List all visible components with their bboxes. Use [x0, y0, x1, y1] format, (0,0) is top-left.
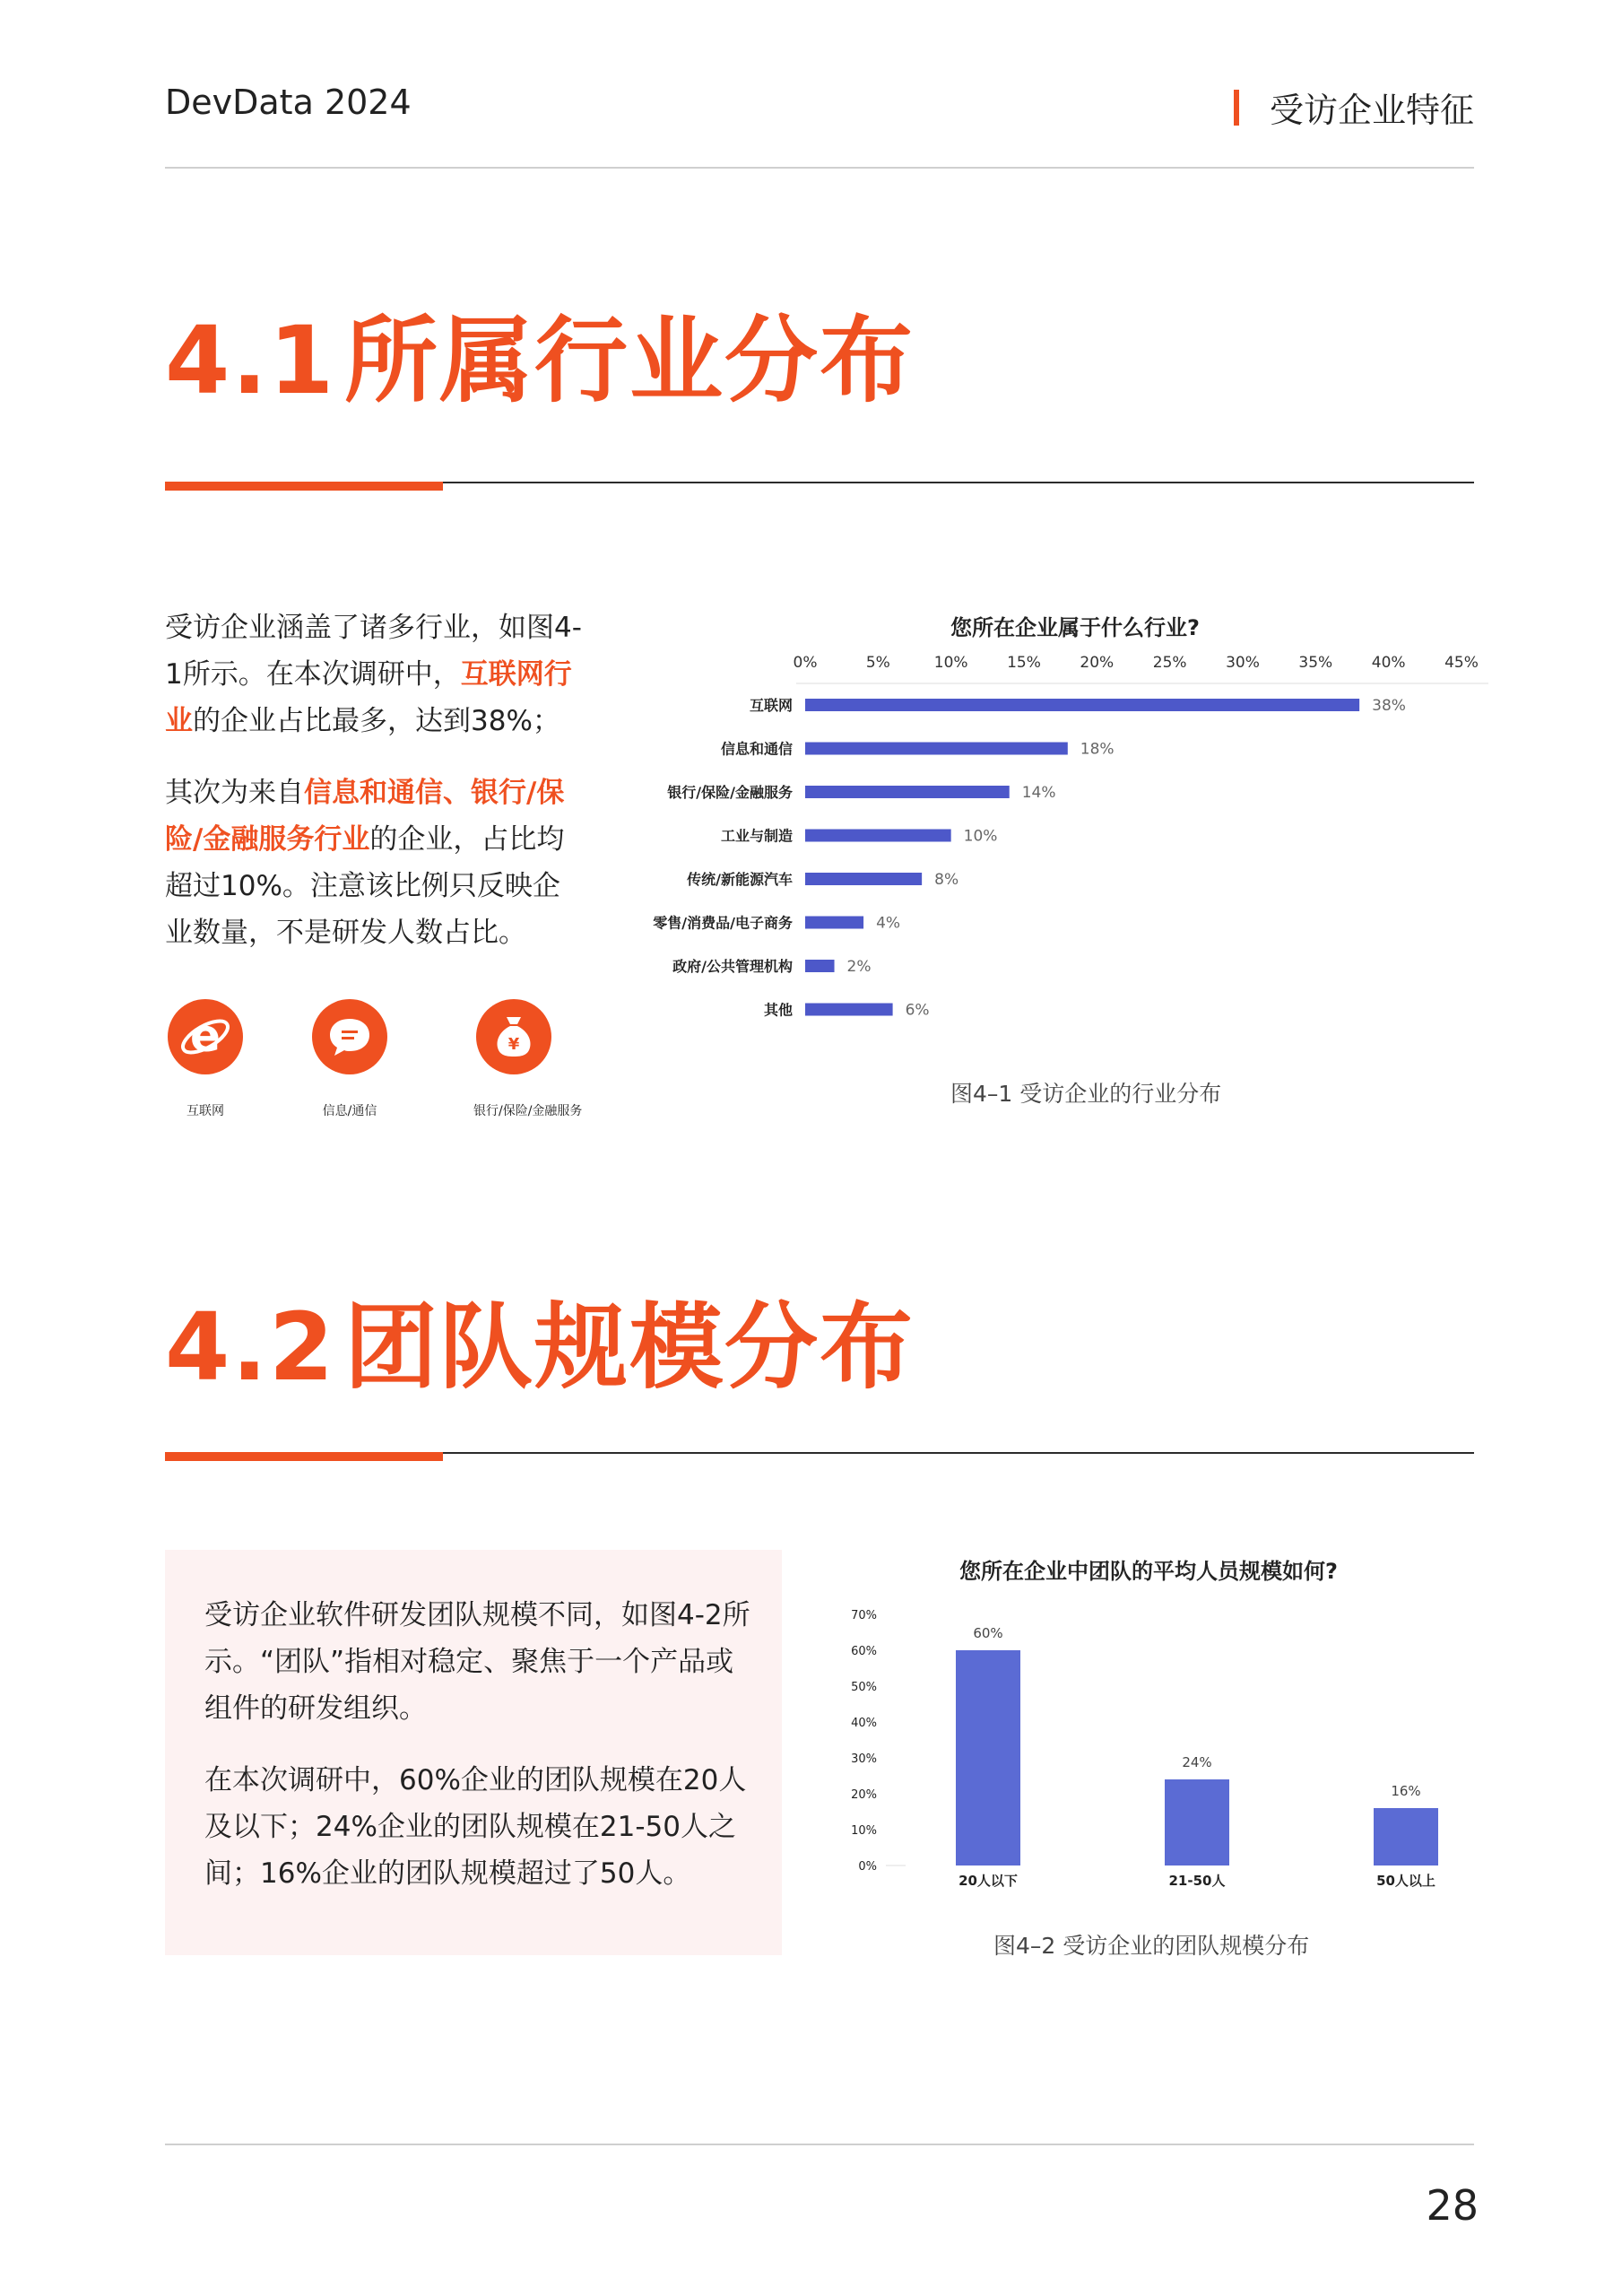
bar	[805, 873, 922, 885]
category-label: 零售/消费品/电子商务	[653, 914, 793, 932]
x-tick-label: 0%	[793, 654, 818, 672]
industry-icon-finance	[473, 999, 583, 1119]
data-label: 38%	[1372, 697, 1406, 715]
page-number: 28	[1426, 2181, 1479, 2230]
y-tick-label: 60%	[851, 1645, 877, 1658]
y-tick-label: 40%	[851, 1717, 877, 1730]
paragraph	[165, 604, 586, 744]
x-tick-label: 30%	[1226, 654, 1260, 672]
money-bag-icon	[476, 999, 551, 1074]
x-tick-label: 25%	[1152, 654, 1187, 672]
highlight-text: 信息和通信、银行/保险/金融服务行业	[165, 777, 565, 856]
x-tick-label: 40%	[1371, 654, 1406, 672]
bar	[805, 917, 863, 929]
x-tick-label: 10%	[933, 654, 968, 672]
x-tick-label: 20%	[1080, 654, 1115, 672]
data-label: 24%	[1182, 1754, 1212, 1770]
svg-text:e: e	[190, 1010, 221, 1062]
chapter-title	[1234, 83, 1474, 132]
team-size-bar-chart	[825, 1596, 1470, 1901]
category-label: 20人以下	[958, 1873, 1018, 1889]
data-label: 4%	[876, 914, 901, 933]
bar	[805, 960, 835, 972]
bar	[805, 699, 1359, 711]
x-tick-label: 5%	[865, 654, 890, 672]
section-4-2-text	[204, 1592, 751, 1922]
report-title: DevData 2024	[165, 83, 412, 122]
text: 其次为来自	[165, 777, 304, 809]
icon-label: 银行/保险/金融服务	[473, 1104, 583, 1118]
data-label: 16%	[1391, 1783, 1421, 1799]
highlight-text: 互联网行业	[165, 658, 572, 737]
text: 的企业，占比均超过10%。注意该比例只反映企业数量，不是研发人数占比。	[165, 823, 565, 949]
bar	[805, 786, 1010, 798]
section-title: 所属行业分布	[344, 306, 915, 415]
section-number: 4.2	[165, 1292, 336, 1402]
bar	[805, 830, 951, 842]
industry-icon-internet	[165, 999, 246, 1119]
category-label: 21-50人	[1168, 1873, 1226, 1889]
y-tick-label: 0%	[858, 1860, 877, 1874]
category-label: 其他	[763, 1001, 793, 1019]
chart-1-title: 您所在企业属于什么行业?	[950, 615, 1200, 640]
data-label: 18%	[1080, 740, 1115, 759]
chart-2-caption: 图4–2 受访企业的团队规模分布	[993, 1933, 1310, 1959]
data-label: 10%	[963, 827, 998, 846]
x-tick-label: 35%	[1298, 654, 1333, 672]
category-label: 50人以上	[1376, 1873, 1436, 1889]
paragraph	[165, 770, 586, 956]
svg-text:¥: ¥	[507, 1035, 520, 1054]
chapter-accent-bar	[1234, 90, 1239, 126]
section-divider-accent	[165, 482, 443, 491]
data-label: 6%	[905, 1001, 930, 1020]
category-label: 银行/保险/金融服务	[667, 784, 793, 801]
data-label: 14%	[1021, 784, 1056, 802]
chart-1-caption: 图4–1 受访企业的行业分布	[950, 1081, 1222, 1107]
x-tick-label: 45%	[1444, 654, 1479, 672]
bar	[956, 1650, 1020, 1866]
category-label: 互联网	[749, 697, 793, 714]
text: 受访企业涵盖了诸多行业，如图4-1所示。在本次调研中，	[165, 612, 582, 691]
y-tick-label: 20%	[851, 1788, 877, 1802]
chart-2-title: 您所在企业中团队的平均人员规模如何?	[959, 1559, 1338, 1584]
section-number: 4.1	[165, 306, 336, 415]
section-title: 团队规模分布	[344, 1292, 915, 1402]
y-tick-label: 50%	[851, 1681, 877, 1694]
icon-label: 信息/通信	[322, 1104, 377, 1118]
industry-icon-telecom	[309, 999, 390, 1119]
y-tick-label: 70%	[851, 1609, 877, 1622]
paragraph: 受访企业软件研发团队规模不同，如图4-2所示。“团队”指相对稳定、聚焦于一个产品或组件的研发组织。	[204, 1599, 750, 1725]
text: 的企业占比最多，达到38%；	[193, 705, 560, 737]
bar	[1374, 1808, 1438, 1866]
category-label: 信息和通信	[720, 740, 793, 758]
category-label: 政府/公共管理机构	[672, 958, 793, 975]
category-label: 传统/新能源汽车	[687, 871, 793, 888]
bar	[1165, 1779, 1229, 1866]
chat-bubble-icon	[312, 999, 387, 1074]
footer-divider	[165, 2144, 1474, 2145]
section-divider-accent	[165, 1452, 443, 1461]
bar	[805, 743, 1068, 755]
header-divider	[165, 167, 1474, 169]
y-tick-label: 10%	[851, 1824, 877, 1838]
section-4-2-heading	[165, 1272, 915, 1406]
data-label: 8%	[934, 871, 959, 889]
section-4-1-heading	[165, 285, 915, 420]
data-label: 2%	[846, 958, 872, 976]
data-label: 60%	[973, 1625, 1003, 1641]
x-tick-label: 15%	[1007, 654, 1041, 672]
paragraph: 在本次调研中，60%企业的团队规模在20人及以下；24%企业的团队规模在21-50人之间；16%企业的团队规模超过了50人。	[204, 1764, 747, 1890]
category-label: 工业与制造	[720, 827, 793, 845]
icon-label: 互联网	[186, 1104, 224, 1118]
chapter-title-text: 受访企业特征	[1269, 91, 1474, 130]
y-tick-label: 30%	[851, 1752, 877, 1766]
bar	[805, 1004, 893, 1016]
industry-bar-chart	[610, 646, 1488, 1040]
ie-icon	[168, 999, 243, 1074]
section-4-1-text	[165, 604, 586, 981]
